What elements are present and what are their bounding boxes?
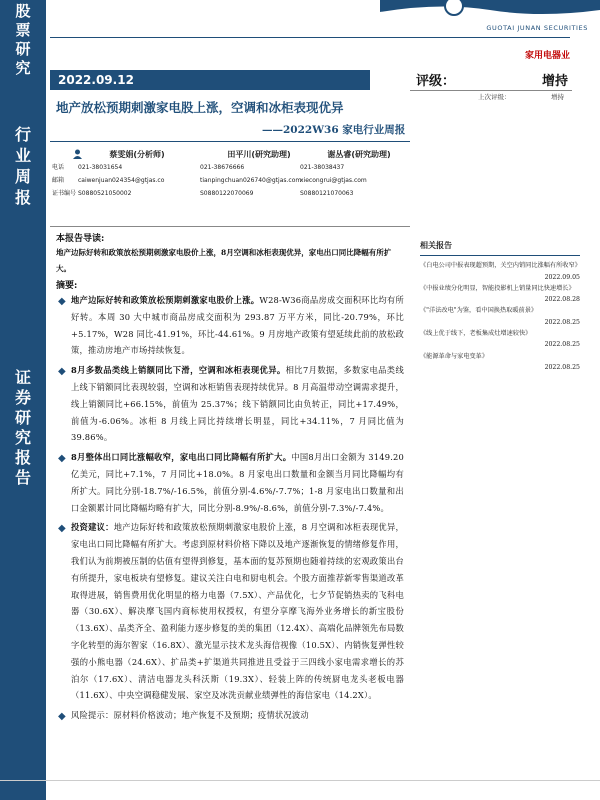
previous-rating-label: 上次评级： — [478, 93, 511, 101]
rating-divider — [410, 90, 572, 91]
bullet-text: 地产边际好转和政策放松预期刺激家电股价上涨，8 月空调和冰柜表现优异，家电出口同比降幅有所扩大。考虑到原材料价格下降以及地产逐渐恢复的情绪修复作用，我们认为前期被压制的估值有望得到修复，基本面的复苏预期也随着持续的宏观政策出台有所提升，家电板块有望修复。建议关注白电和厨电机会。个股方面推荐新零售渠道改革取得进展，销售费用优化明显的格力电器（7.5X）、产品优化，七夕节促销热卖的飞科电器（30.6X）、解决摩飞国内商标使用权授权，有望分享摩飞海外业务增长的新宝股份（13.6X）、品类齐全、盈利能力逐步修复的美的集团（12.4X）、高端化品牌领先布局数字化转型的海尔智家（16.8X）、激光显示技术龙头海信视像（10.5X）、内销恢复弹性较强的小熊电器（24.6X）、扩品类+扩渠道共同推进且受益于三四线小家电需求增长的苏泊尔（17.6X）、清洁电器龙头科沃斯（19.3X）、轻装上阵的传统厨电龙头老板电器（11.6X）、中央空调稳健发展、家空及冰洗贡献业绩弹性的海信家电（14.2X）。 — [71, 522, 404, 701]
bullet-lead: 投资建议： — [71, 522, 114, 533]
analyst-email[interactable]: tianpingchuan026740@gtjas.com — [200, 177, 302, 184]
analyst-phone: 021-38676666 — [200, 164, 245, 171]
related-report-date: 2022.08.25 — [544, 341, 580, 349]
bullet-lead: 8月多数品类线上销额同比下滑，空调和冰柜表现优异。 — [71, 365, 286, 376]
header-divider — [50, 37, 570, 38]
analyst-card — [300, 148, 418, 200]
guide-heading: 本报告导读: — [56, 234, 105, 244]
analyst-cert: S0880521050002 — [78, 190, 132, 197]
sidebar — [0, 0, 46, 800]
related-report-date: 2022.08.25 — [544, 318, 580, 326]
rating-label: 评级： — [416, 74, 456, 89]
date-bar — [50, 70, 370, 90]
analyst-phone: 021-38031654 — [78, 164, 123, 171]
summary-bullet — [56, 707, 404, 724]
phone-label: 电话 — [52, 164, 65, 171]
bullet-text: W28-W36商品房成交面积环比均有所好转。本周 30 大中城市商品房成交面积为 293.87 万平方米，同比-20.79%，环比+5.17%，W28 同比-41.91%，环比-44.61%。9 月房地产政策有望延续此前的放松政策，推动房地产市场持续恢复。 — [71, 295, 404, 356]
summary-list — [56, 292, 404, 727]
analyst-name: 谢丛睿(研究助理) — [327, 150, 391, 159]
related-report-link[interactable]: 《"洋法改电"为鉴，看中国换热取暖前景》 — [420, 307, 538, 315]
guide-body: 地产边际好转和政策放松预期刺激家电股价上涨，8月空调和冰柜表现优异，家电出口同比降幅有所扩大。 — [56, 248, 392, 273]
summary-bullet — [56, 292, 404, 359]
analysts-divider — [50, 141, 410, 142]
bullet-text: 相比7月数据，多数家电品类线上线下销额同比表现较弱，空调和冰柜销售表现持续优异。8 月高温带动空调需求提升，线上销额同比+66.15%，前值为 25.37%；线下销额同比由负转正，同比+17.49%，前值为-6.06%。冰柜 8 月线上同比持续增长明显，同比+34.11%，7 月同比值为 39.86%。 — [71, 365, 404, 443]
sidebar-label-mid: 行 业 周 报 — [14, 125, 31, 207]
analyst-name: 田平川(研究助理) — [227, 150, 291, 159]
previous-rating-value: 增持 — [551, 93, 564, 101]
sidebar-label-bottom: 证 券 研 究 报 告 — [14, 368, 31, 487]
bullet-icon: ◆ — [58, 523, 66, 535]
brand-wave-logo — [380, 0, 600, 18]
report-subtitle: ——2022W36 家电行业周报 — [262, 124, 406, 136]
bullet-lead: 地产边际好转和政策放松预期刺激家电股价上涨。 — [71, 295, 260, 305]
related-divider — [420, 255, 580, 256]
person-icon — [73, 149, 82, 159]
rating-value: 增持 — [541, 74, 568, 89]
analyst-phone: 021-38038437 — [300, 164, 345, 171]
analyst-name: 蔡雯娟(分析师) — [109, 150, 165, 159]
related-report-link[interactable]: 《中报业绩分化明显，智能投影机上销量同比快速增长》 — [420, 284, 575, 292]
bullet-icon: ◆ — [58, 296, 66, 307]
bullet-icon: ◆ — [58, 711, 66, 723]
analyst-labels — [52, 161, 76, 200]
bullet-icon: ◆ — [58, 366, 66, 378]
related-report-date: 2022.08.25 — [544, 363, 580, 371]
related-report-date: 2022.09.05 — [544, 273, 580, 281]
related-reports — [420, 240, 580, 373]
industry-tag: 家用电器业 — [524, 51, 570, 61]
company-logo-text: GUOTAI JUNAN SECURITIES — [486, 24, 588, 32]
analyst-cert: S0880121070063 — [300, 190, 354, 197]
report-title: 地产放松预期刺激家电股上涨，空调和冰柜表现优异 — [56, 100, 344, 115]
related-report-link[interactable]: 《能源革命与家电变革》 — [420, 352, 489, 360]
footer-divider — [0, 780, 600, 781]
cert-label: 证书编号 — [52, 190, 77, 197]
related-report-link[interactable]: 《线上优于线下，老板集成灶增速较快》 — [420, 330, 532, 338]
email-label: 邮箱 — [52, 177, 65, 184]
related-report-date: 2022.08.28 — [544, 296, 580, 304]
report-date: 2022.09.12 — [58, 73, 134, 87]
analyst-email[interactable]: caiwenjuan024354@gtjas.co — [78, 177, 165, 184]
summary-bullet — [56, 362, 404, 446]
sidebar-label-top: 股 票 研 究 — [15, 2, 31, 77]
related-heading: 相关报告 — [420, 240, 452, 250]
summary-bullet — [56, 519, 404, 704]
bullet-icon: ◆ — [58, 453, 66, 465]
analysts-divider-bottom — [50, 226, 410, 227]
analyst-cert: S0880122070069 — [200, 190, 254, 197]
summary-heading: 摘要: — [56, 281, 78, 291]
summary-bullet — [56, 449, 404, 516]
analyst-email[interactable]: xiecongrui@gtjas.com — [300, 177, 367, 184]
bullet-text: 风险提示：原材料价格波动；地产恢复不及预期；疫情状况波动 — [71, 710, 309, 721]
bullet-lead: 8月整体出口同比涨幅收窄，家电出口同比降幅有所扩大。 — [71, 452, 292, 463]
analyst-card — [78, 148, 196, 200]
related-report-link[interactable]: 《白电公司中报表现超预期，关空内销同比涨幅有所收窄》 — [420, 262, 581, 270]
bullet-text: 中国8月出口金额为 3149.20 亿美元，同比+7.1%，7 月同比+18.0%。8 月家电出口数量和金额当月同比降幅均有所扩大。同比分别-18.7%/-16.5%，前值分别-4.6%/-7.7%；1-8 月家电出口数量和出口金额累计同比降幅均略有扩大，同比分别-8.9%/-8.6%，前值分别-7.3%/-7.4%。 — [71, 452, 404, 513]
